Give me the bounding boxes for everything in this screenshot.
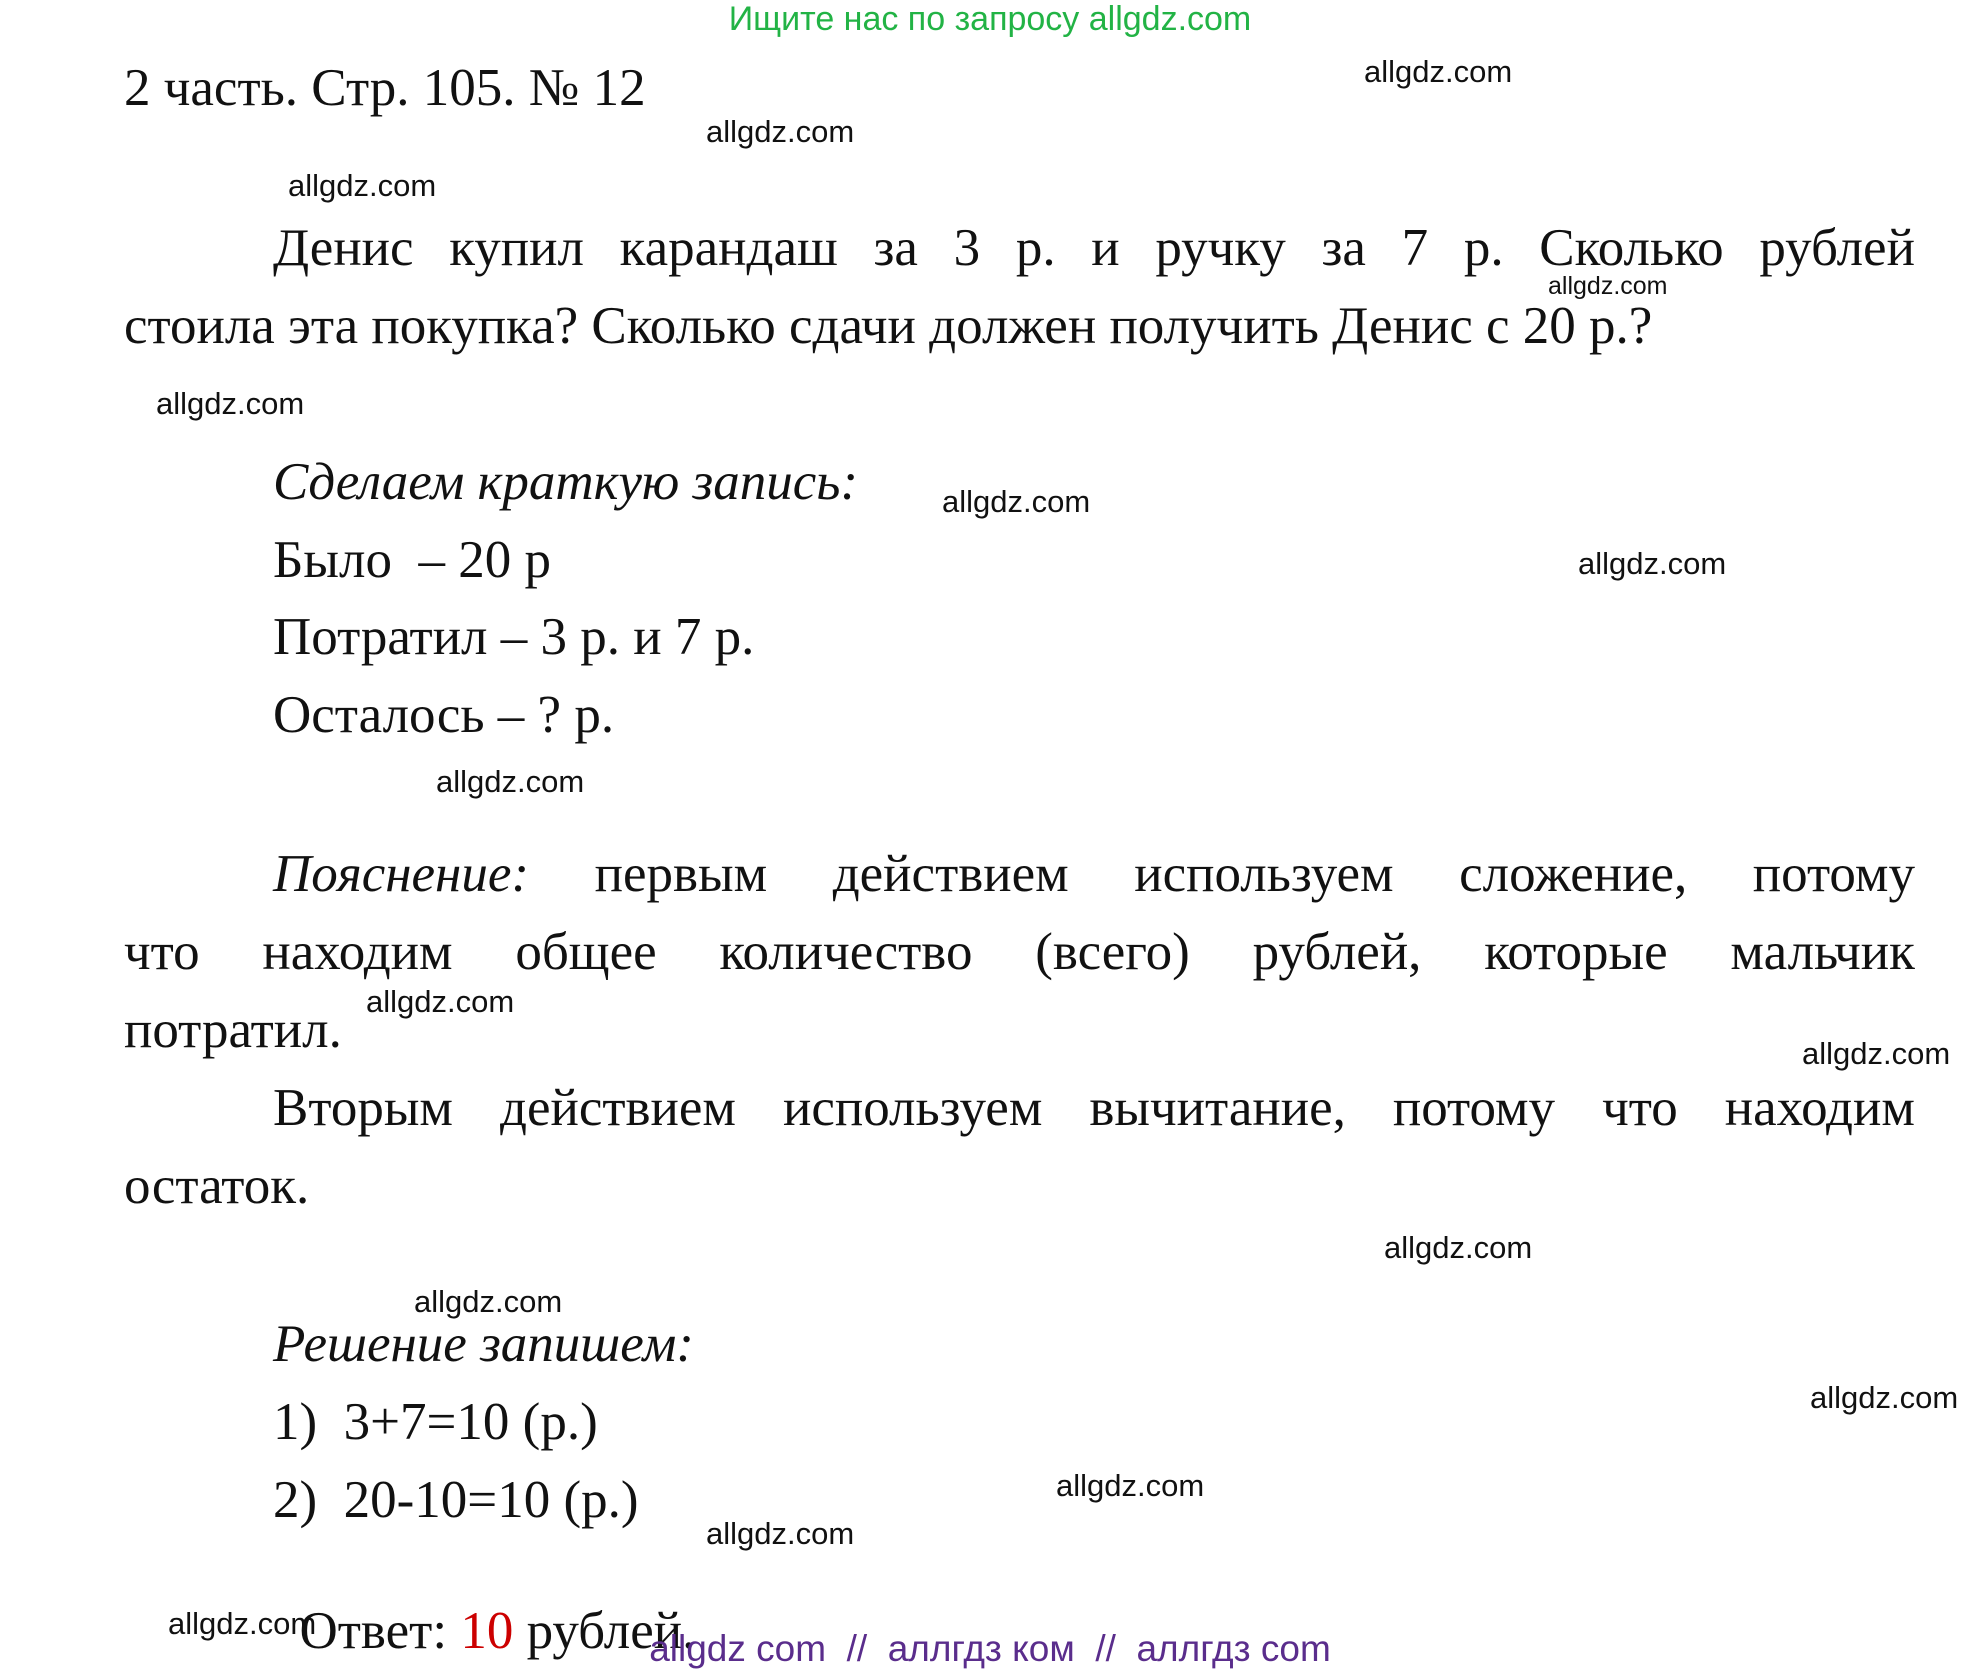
watermark: allgdz.com [706,114,855,149]
explanation-word: потому [1392,1079,1556,1137]
watermark: allgdz.com [1578,546,1727,581]
explanation-word: общее [515,923,657,981]
watermark: allgdz.com [1056,1468,1205,1503]
explanation-line-2 [124,923,1915,981]
short-record-spent: Потратил – 3 р. и 7 р. [273,608,755,666]
answer-unit: рублей. [513,1602,696,1660]
short-record-had: Было – 20 р [273,531,551,589]
problem-line-2: стоила эта покупка? Сколько сдачи должен получить Денис с 20 р.? [124,297,1653,355]
solution-step-2: 2) 20-10=10 (р.) [273,1471,639,1529]
page-header: 2 часть. Стр. 105. № 12 [124,59,646,117]
short-record-left: Осталось – ? р. [273,686,615,744]
watermark: allgdz.com [942,484,1091,519]
explanation-word: вычитание, [1089,1079,1346,1137]
answer-value: 10 [460,1602,514,1660]
explanation-label: Пояснение: [273,845,530,903]
explanation-word: находим [1724,1079,1915,1137]
explanation-line-1 [273,845,1915,903]
watermark: allgdz.com [366,984,515,1019]
problem-word: р. [1015,219,1056,277]
explanation-word: находим [262,923,453,981]
explanation-word: мальчик [1730,923,1915,981]
watermark: allgdz.com [156,386,305,421]
explanation-word: действием [832,845,1069,903]
problem-word: и [1091,219,1120,277]
solution-step-1: 1) 3+7=10 (р.) [273,1393,598,1451]
watermark: allgdz.com [706,1516,855,1551]
explanation-word: что [124,923,200,981]
watermark: allgdz.com [414,1284,563,1319]
problem-word: ручку [1155,219,1286,277]
solution-heading: Решение запишем: [273,1315,694,1373]
answer-label: Ответ: [299,1602,461,1660]
problem-word: за [1321,219,1366,277]
watermark: allgdz.com [168,1606,317,1641]
explanation-line-3: потратил. [124,1001,342,1059]
problem-word: Денис [273,219,414,277]
problem-line-1 [273,219,1915,277]
explanation-word: первым [594,845,768,903]
explanation-word: рублей, [1252,923,1422,981]
watermark: allgdz.com [436,764,585,799]
explanation-word: которые [1484,923,1668,981]
watermark: allgdz.com [1802,1036,1951,1071]
explanation-word: используем [783,1079,1043,1137]
problem-word: купил [449,219,584,277]
problem-word: р. [1463,219,1504,277]
watermark: allgdz.com [1384,1230,1533,1265]
watermark: allgdz.com [288,168,437,203]
explanation-word: (всего) [1035,923,1190,981]
explanation-word: что [1602,1079,1678,1137]
watermark: allgdz.com [1810,1380,1959,1415]
explanation-word: Вторым [273,1079,453,1137]
problem-word: 7 [1401,219,1429,277]
problem-word: Сколько [1539,219,1724,277]
explanation-word: действием [499,1079,736,1137]
explanation-word: сложение, [1459,845,1688,903]
problem-word: карандаш [619,219,838,277]
explanation-line-5: остаток. [124,1157,310,1215]
problem-word: за [873,219,918,277]
watermark: allgdz.com [1548,272,1668,300]
short-record-heading: Сделаем краткую запись: [273,453,859,511]
explanation-word: используем [1134,845,1394,903]
problem-word: 3 [953,219,981,277]
footer-watermark: allgdz com // аллгдз ком // аллгдз com [649,1628,1331,1669]
explanation-line-4 [273,1079,1915,1137]
explanation-word: количество [719,923,973,981]
explanation-word: потому [1752,845,1915,903]
watermark: allgdz.com [1364,54,1513,89]
problem-word: рублей [1759,219,1915,277]
top-banner: Ищите нас по запросу allgdz.com [728,0,1252,38]
